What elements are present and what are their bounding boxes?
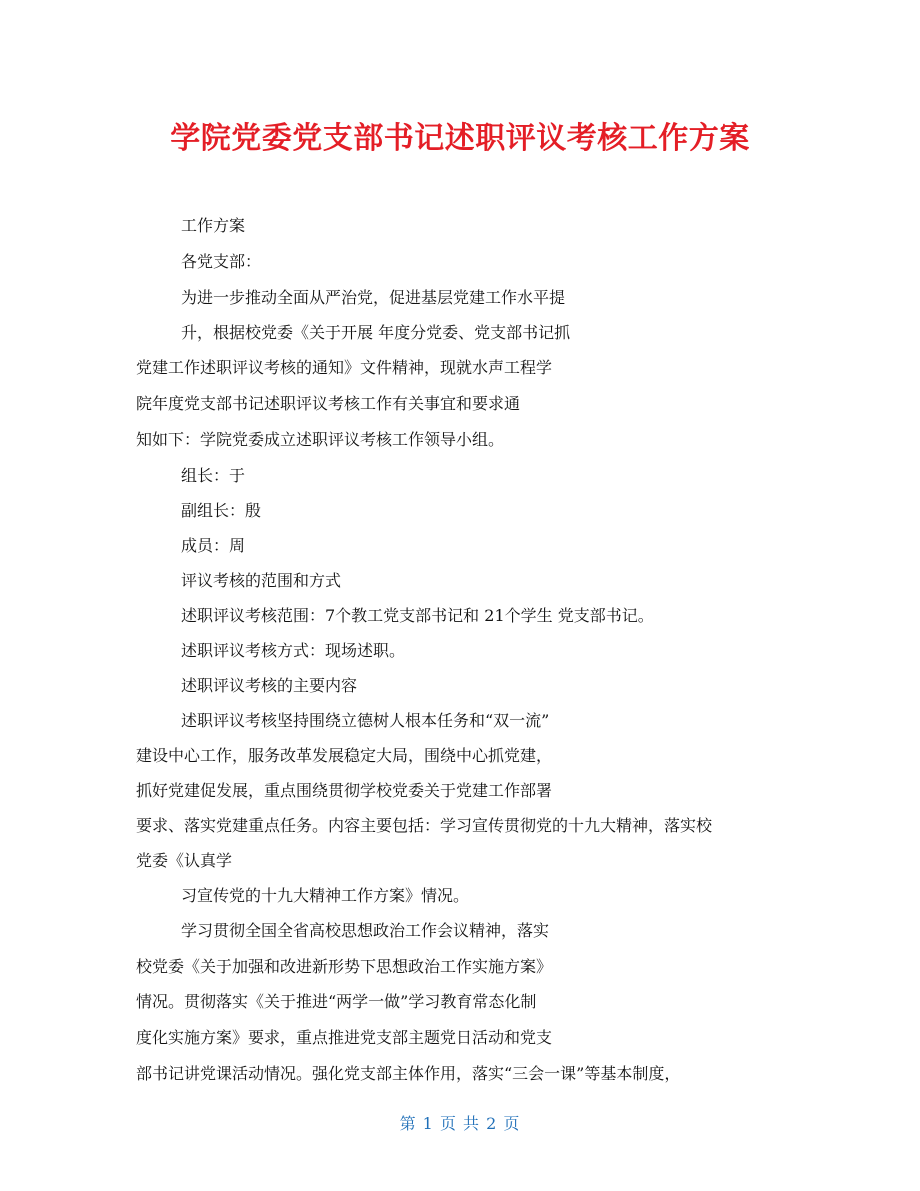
body-line: 各党支部： [181, 252, 262, 271]
body-line: 习宣传党的十九大精神工作方案》情况。 [181, 886, 470, 905]
body-line: 知如下：学院党委成立述职评议考核工作领导小组。 [136, 430, 505, 449]
body-line: 述职评议考核范围：7个教工党支部书记和 21个学生 党支部书记。 [181, 606, 654, 625]
body-line: 院年度党支部书记述职评议考核工作有关事宜和要求通 [136, 394, 521, 413]
body-line: 建设中心工作，服务改革发展稳定大局，围绕中心抓党建， [136, 746, 553, 765]
body-line: 升，根据校党委《关于开展 年度分党委、党支部书记抓 [181, 323, 571, 342]
body-line: 部书记讲党课活动情况。强化党支部主体作用，落实“三会一课”等基本制度， [136, 1064, 681, 1083]
body-line: 情况。贯彻落实《关于推进“两学一做”学习教育常态化制 [136, 992, 537, 1011]
body-line: 校党委《关于加强和改进新形势下思想政治工作实施方案》 [136, 957, 553, 976]
body-line: 抓好党建促发展，重点围绕贯彻学校党委关于党建工作部署 [136, 781, 553, 800]
body-line: 工作方案 [181, 216, 246, 235]
body-line: 学习贯彻全国全省高校思想政治工作会议精神，落实 [181, 921, 550, 940]
body-line: 党建工作述职评议考核的通知》文件精神，现就水声工程学 [136, 358, 553, 377]
body-line: 述职评议考核方式：现场述职。 [181, 641, 406, 660]
body-line: 度化实施方案》要求，重点推进党支部主题党日活动和党支 [136, 1028, 553, 1047]
body-line: 为进一步推动全面从严治党，促进基层党建工作水平提 [181, 288, 566, 307]
body-line: 成员：周 [181, 536, 246, 555]
body-line: 组长：于 [181, 466, 246, 485]
body-line: 述职评议考核的主要内容 [181, 676, 358, 695]
body-line: 述职评议考核坚持围绕立德树人根本任务和“双一流” [181, 711, 550, 730]
body-line: 评议考核的范围和方式 [181, 571, 342, 590]
body-line: 副组长：殷 [181, 501, 262, 520]
body-line: 党委《认真学 [136, 851, 233, 870]
page-number-footer: 第 1 页 共 2 页 [399, 1114, 521, 1133]
body-line: 要求、落实党建重点任务。内容主要包括：学习宣传贯彻党的十九大精神，落实校 [136, 816, 713, 835]
document-title: 学院党委党支部书记述职评议考核工作方案 [170, 121, 750, 156]
